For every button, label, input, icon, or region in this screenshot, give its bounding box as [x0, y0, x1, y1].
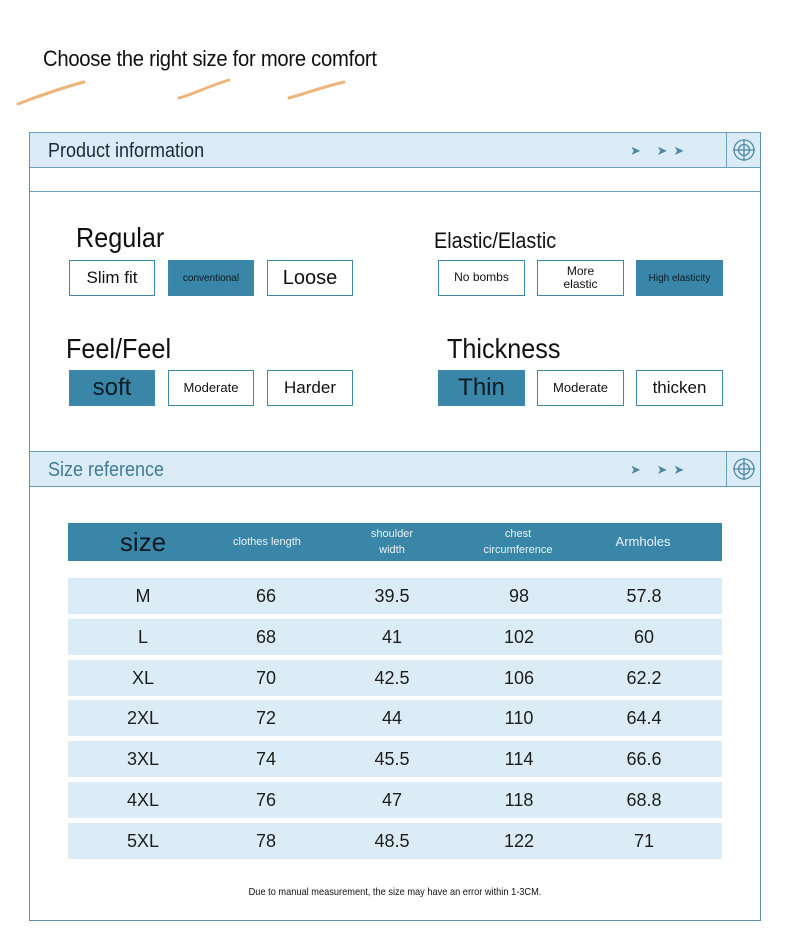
cell-armholes: 62.2: [626, 667, 662, 688]
cell-chest: 118: [504, 789, 534, 810]
cell-armholes: 57.8: [626, 585, 662, 606]
table-row: [68, 660, 722, 696]
regular-title: Regular: [76, 222, 165, 253]
cell-shoulder: 39.5: [374, 585, 410, 606]
cell-chest: 102: [503, 626, 535, 647]
table-row: [68, 619, 722, 655]
cell-length: 70: [255, 667, 277, 688]
cell-size: 4XL: [126, 789, 160, 810]
table-row: [68, 741, 722, 777]
cell-chest: 122: [503, 830, 535, 851]
size-reference-label: Size reference: [48, 459, 165, 481]
header-clothes-length: clothes length: [233, 535, 301, 548]
cell-shoulder: 47: [381, 789, 403, 810]
crosshair-target-icon: [732, 138, 756, 162]
cell-shoulder: 48.5: [374, 830, 410, 851]
cell-armholes: 66.6: [626, 748, 662, 769]
option-moderate-feel: Moderate: [168, 370, 254, 406]
cell-size: 5XL: [126, 830, 160, 851]
target-icon-box: [726, 451, 760, 487]
option-moderate-thickness: Moderate: [537, 370, 624, 406]
option-conventional: conventional: [168, 260, 254, 296]
feel-title: Feel/Feel: [66, 333, 172, 364]
option-harder: Harder: [267, 370, 353, 406]
cell-armholes: 60: [633, 626, 655, 647]
size-table-header: [68, 523, 722, 561]
table-row: [68, 782, 722, 818]
cell-size: L: [137, 626, 148, 647]
cell-size: M: [135, 585, 151, 606]
product-info-label: Product information: [48, 140, 205, 162]
cell-armholes: 68.8: [626, 789, 662, 810]
crosshair-target-icon: [732, 457, 756, 481]
table-row: [68, 700, 722, 736]
option-slim-fit: Slim fit: [69, 260, 155, 296]
option-more-elastic: More elastic: [537, 260, 624, 296]
size-reference-header: [30, 451, 760, 487]
header-armholes: Armholes: [615, 534, 671, 550]
header-chest-circumference: chest circumference: [483, 527, 553, 556]
table-row: [68, 578, 722, 614]
cell-length: 72: [255, 707, 277, 728]
cell-shoulder: 42.5: [374, 667, 410, 688]
measurement-note: Due to manual measurement, the size may have an error within 1-3CM.: [248, 886, 542, 898]
thickness-title: Thickness: [447, 333, 561, 364]
cell-size: XL: [131, 667, 155, 688]
option-thin: Thin: [438, 370, 525, 406]
cell-length: 66: [255, 585, 277, 606]
cell-chest: 106: [503, 667, 535, 688]
option-loose: Loose: [267, 260, 353, 296]
cell-length: 76: [255, 789, 277, 810]
cell-length: 74: [255, 748, 277, 769]
page-title: Choose the right size for more comfort: [43, 46, 377, 71]
cell-shoulder: 45.5: [374, 748, 410, 769]
option-high-elasticity: High elasticity: [636, 260, 723, 296]
cell-shoulder: 41: [381, 626, 403, 647]
cell-armholes: 64.4: [626, 707, 662, 728]
cell-size: 3XL: [126, 748, 160, 769]
header-size: size: [119, 526, 167, 557]
cell-armholes: 71: [633, 830, 655, 851]
arrow-right-icon: ➤ ➤➤: [630, 462, 691, 477]
arrow-right-icon: ➤ ➤➤: [630, 143, 691, 158]
cell-chest: 98: [508, 585, 530, 606]
target-icon-box: [726, 132, 760, 168]
brush-swoosh-decoration: [14, 68, 394, 108]
option-no-bombs: No bombs: [438, 260, 525, 296]
section-divider: [30, 191, 760, 192]
cell-length: 78: [255, 830, 277, 851]
option-thicken: thicken: [636, 370, 723, 406]
product-info-header: [30, 132, 760, 168]
option-soft: soft: [69, 370, 155, 406]
cell-chest: 110: [504, 707, 534, 728]
cell-size: 2XL: [126, 707, 160, 728]
cell-shoulder: 44: [381, 707, 403, 728]
table-row: [68, 823, 722, 859]
header-shoulder-width: shoulder width: [370, 527, 414, 556]
cell-chest: 114: [504, 748, 534, 769]
cell-length: 68: [255, 626, 277, 647]
elastic-title: Elastic/Elastic: [434, 228, 557, 253]
